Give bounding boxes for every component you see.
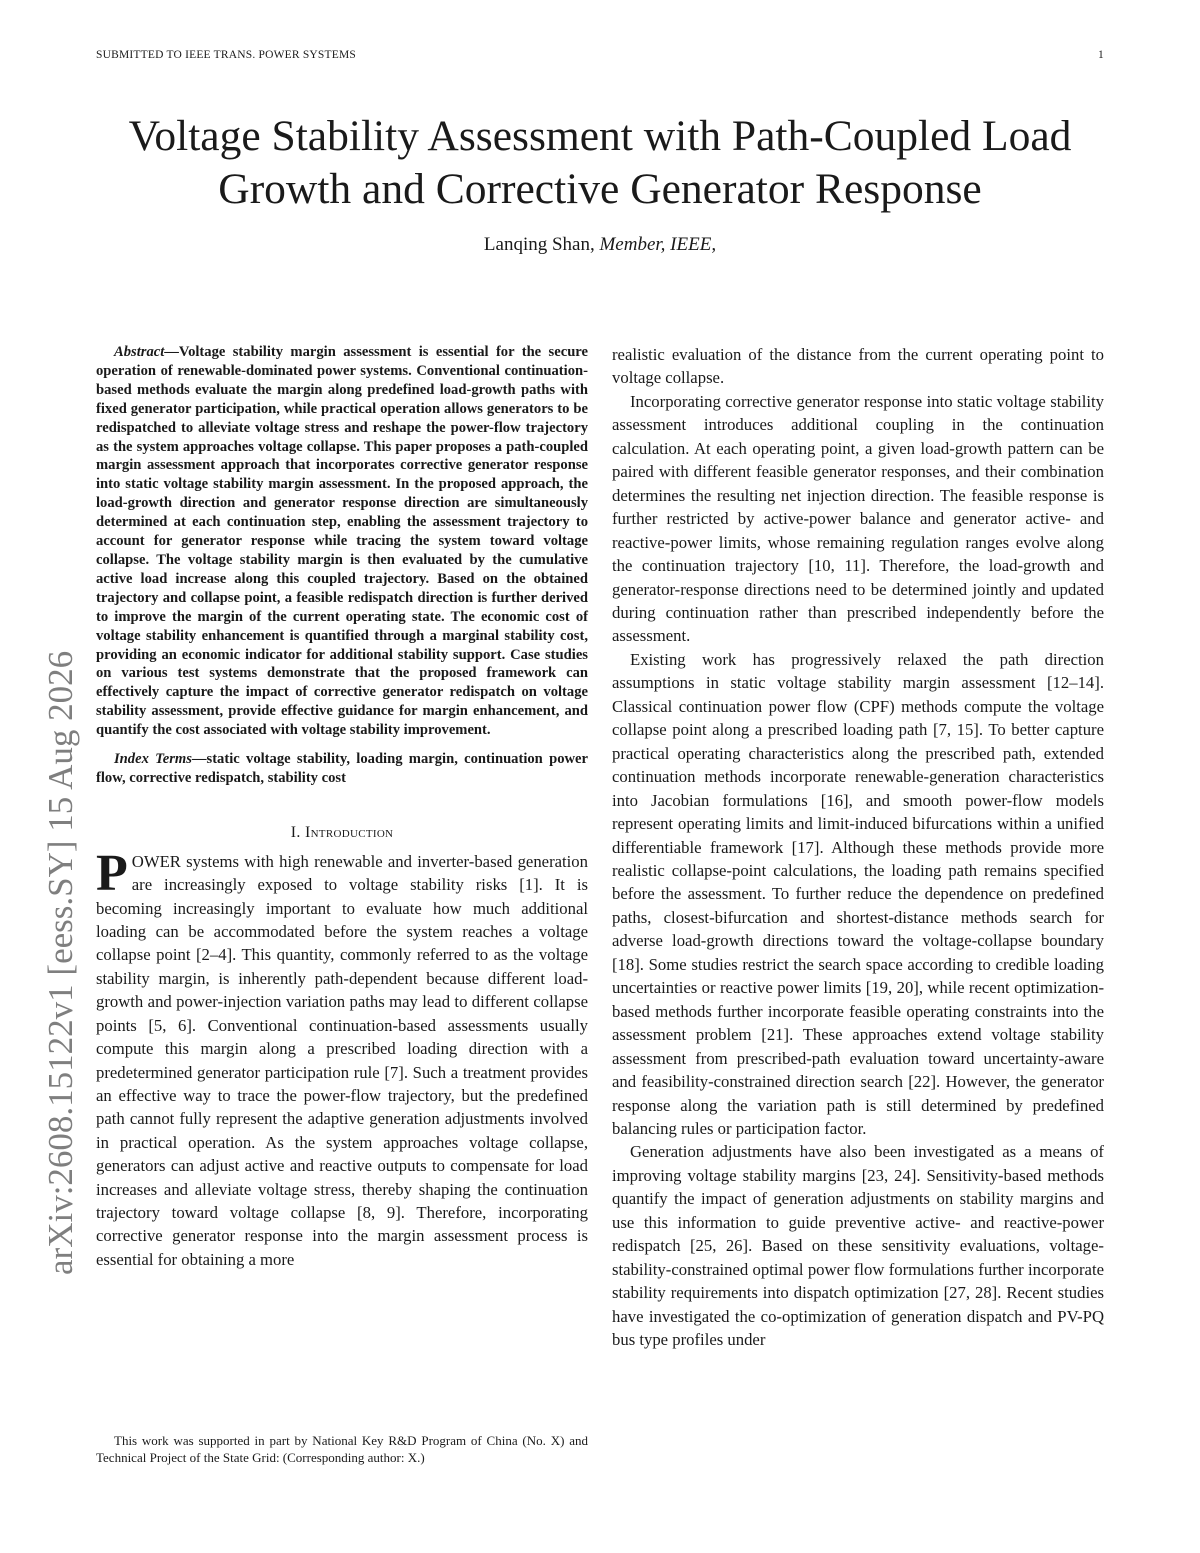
intro-paragraph-3: Existing work has progressively relaxed the path direction assumptions in static voltage stability margin assessment [12–14]. Classical continuation power flow (CPF) methods compute the voltage collapse point along a prescribed loading path [7, 15]. To better capture practical operating characteristics along the prescribed path, extended continuation methods incorporate renewable-generation characteristics into Jacobian formulations [16], and smooth power-flow models represent operating limits and limit-induced bifurcations within a unified differentiable framework [17]. Although these methods provide more realistic collapse-point calculations, the loading path remains specified before the assessment. To further reduce the dependence on predefined paths, closest-bifurcation and shortest-distance methods search for adverse load-growth directions toward the voltage-collapse boundary [18]. Some studies restrict the search space according to credible loading uncertainties or reactive power limits [19, 20], while recent optimization-based methods further incorporate feasible operating constraints into the assessment problem [21]. These approaches extend voltage stability assessment from prescribed-path evaluation toward uncertainty-aware and feasibility-constrained direction search [22]. However, the generator response along the variation path is still determined by predefined balancing rules or participation factor. (612, 649, 1104, 1138)
abstract-lead: Abstract (114, 344, 165, 360)
author-name: Lanqing Shan, (483, 234, 595, 255)
index-terms-text: —static voltage stability, loading margin, continuation power flow, corrective redispatch, stability cost (96, 751, 588, 786)
index-terms-lead: Index Terms (114, 751, 192, 768)
author-line (60, 234, 1140, 256)
intro-paragraph-1-continued: realistic evaluation of the distance from the current operating point to voltage collapse. (612, 345, 1104, 388)
intro-paragraph-4: Generation adjustments have also been investigated as a means of improving voltage stability margins [23, 24]. Sensitivity-based methods quantify the impact of generation adjustments on stability margins and use this information to guide preventive active- and reactive-power redispatch [25, 26]. Based on these sensitivity evaluations, voltage-stability-constrained optimal power flow formulations further incorporate stability requirements into dispatch optimization [27, 28]. Recent studies have investigated the co-optimization of generation dispatch and PV-PQ bus type profiles under (612, 1142, 1104, 1350)
paper-title: Voltage Stability Assessment with Path-Coupled Load Growth and Corrective Generator Response (128, 112, 1072, 213)
page-number: 1 (1098, 49, 1104, 61)
intro-paragraph-1-text: OWER systems with high renewable and inverter-based generation are increasingly exposed to voltage stability risks [1]. It is becoming increasingly important to evaluate how much additional loading can be accommodated before the system reaches a voltage collapse point [2–4]. This quantity, commonly referred to as the voltage stability margin, is inherently path-dependent because different load-growth and power-injection variation paths may lead to different collapse points [5, 6]. Conventional continuation-based assessments usually compute this margin along a prescribed loading direction with a predetermined generator participation rule [7]. Such a treatment provides an effective way to trace the power-flow trajectory, but the predefined path cannot fully represent the adaptive generation adjustments involved in practical operation. As the system approaches voltage collapse, generators can adjust active and reactive outputs to compensate for load increases and alleviate voltage stress, thereby shaping the continuation trajectory toward voltage collapse [8, 9]. Therefore, incorporating corrective generator response into the margin assessment process is essential for obtaining a more (96, 851, 588, 1269)
section-title: Introduction (304, 823, 394, 841)
right-column (612, 343, 1104, 1351)
intro-paragraph-1 (96, 844, 588, 1271)
index-terms (96, 750, 588, 788)
abstract-text: —Voltage stability margin assessment is essential for the secure operation of renewable-dominated power systems. Conventional continuation-based methods evaluate the margin along predefined load-growth paths with fixed generator participation, while practical operation allows generators to be redispatched to alleviate voltage stress and reshape the power-flow trajectory as the system approaches voltage collapse. This paper proposes a path-coupled margin assessment approach that incorporates corrective generator response into static voltage stability margin assessment. In the proposed approach, the load-growth direction and generator response direction are simultaneously determined at each continuation step, enabling the assessment trajectory to account for generator response while tracing the system toward voltage collapse. The voltage stability margin is then evaluated by the cumulative active load increase along this coupled trajectory. Based on the obtained trajectory and collapse point, a feasible redispatch direction is further derived to improve the margin of the current operating state. The economic cost of voltage stability enhancement is quantified through a marginal stability cost, providing an economic indicator for additional stability support. Case studies on various test systems demonstrate that the proposed framework can effectively capture the impact of corrective generator redispatch on voltage stability assessment, provide effective guidance for margin enhancement, and quantify the cost associated with voltage stability improvement. (96, 344, 588, 739)
intro-paragraph-2: Incorporating corrective generator response into static voltage stability assessment introduces additional coupling in the continuation calculation. At each operating point, a given load-growth pattern can be paired with different feasible generator responses, and their combination determines the resulting net injection direction. The feasible response is further restricted by active-power balance and generator active- and reactive-power limits, whose remaining regulation ranges evolve along the continuation trajectory [10, 11]. Therefore, the load-growth and generator-response directions need to be determined jointly and updated during continuation rather than prescribed independently before the assessment. (612, 391, 1104, 646)
running-header (96, 49, 1104, 61)
journal-name: SUBMITTED TO IEEE TRANS. POWER SYSTEMS (96, 49, 356, 61)
section-heading (96, 824, 588, 842)
abstract (96, 343, 588, 740)
left-column (96, 343, 588, 1271)
drop-cap: P (96, 844, 128, 902)
arxiv-identifier: arXiv:2608.15122v1 [eess.SY] 15 Aug 2026 (41, 650, 80, 1275)
section-number: I. (290, 823, 301, 841)
author-affiliation: Member, IEEE, (599, 234, 717, 255)
funding-footnote: This work was supported in part by National Key R&D Program of China (No. X) and Technical Project of the State Grid: (Corresponding author: X.) (96, 1433, 588, 1465)
